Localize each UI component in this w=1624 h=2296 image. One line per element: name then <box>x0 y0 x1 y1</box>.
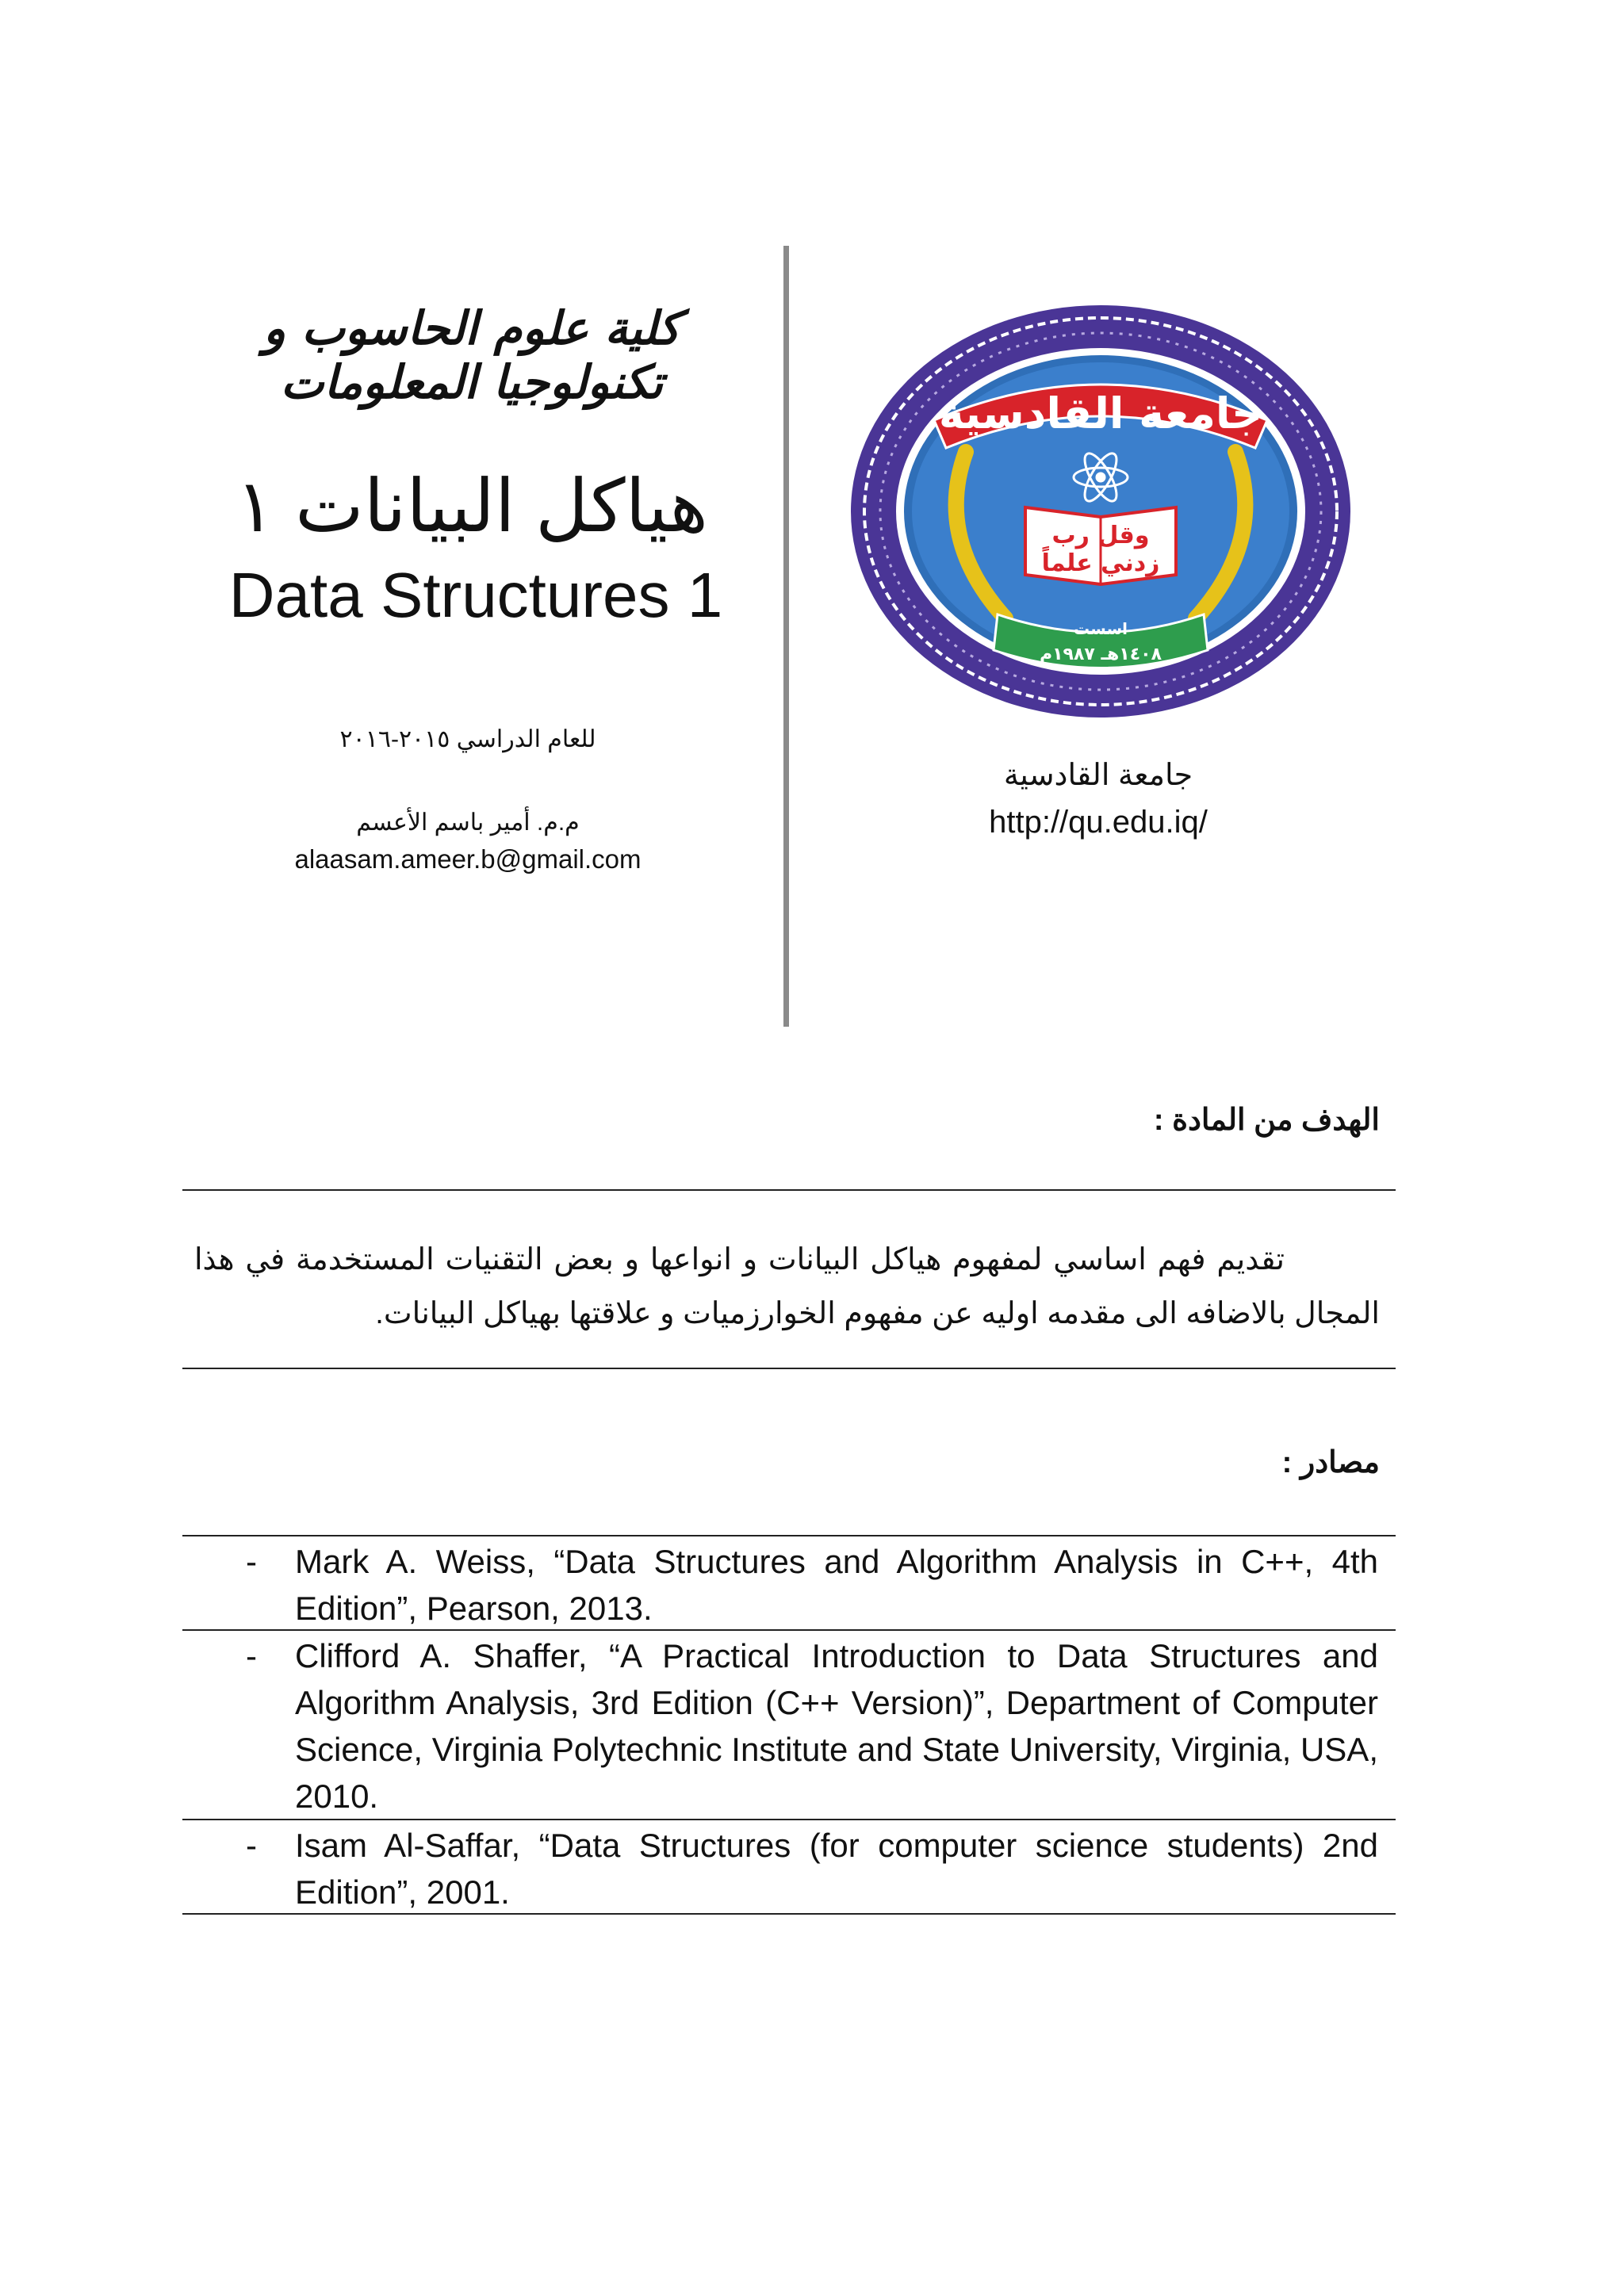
university-url[interactable]: http://qu.edu.iq/ <box>989 805 1208 840</box>
lecturer-name: م.م. أمير باسم الأعسم <box>356 809 580 836</box>
sources-rule <box>182 1913 1396 1915</box>
source-text: Clifford A. Shaffer, “A Practical Introduction to Data Structures and Algorithm Analysis, 3rd Edition (C++ Version)”, Department of Computer Science, Virginia Polytechnic Institute and State University, Virginia, USA, 2010. <box>295 1637 1378 1815</box>
objective-top-rule <box>182 1189 1396 1191</box>
vertical-divider <box>783 246 789 1027</box>
faculty-name: كلية علوم الحاسوب و تكنولوجيا المعلومات <box>263 301 680 409</box>
university-name: جامعة القادسية <box>1003 759 1193 792</box>
sources-rule <box>182 1535 1396 1536</box>
source-bullet: - <box>246 1543 257 1580</box>
source-item <box>182 1822 1396 1915</box>
lecturer-email: alaasam.ameer.b@gmail.com <box>294 844 642 874</box>
source-text: Mark A. Weiss, “Data Structures and Algorithm Analysis in C++, 4th Edition”, Pearson, 2013. <box>295 1543 1378 1627</box>
source-item <box>182 1632 1396 1820</box>
logo-motto-line1: وقل رب <box>1051 522 1150 549</box>
sources-rule <box>182 1819 1396 1820</box>
logo-motto-line2: زدني علماً <box>1041 549 1160 577</box>
course-title-arabic: هياكل البيانات ١ <box>236 466 708 547</box>
objective-bottom-rule <box>182 1368 1396 1369</box>
sources-rule <box>182 1629 1396 1631</box>
logo-established-label: اسست <box>1073 619 1128 638</box>
source-item <box>182 1538 1396 1632</box>
source-bullet: - <box>246 1827 257 1864</box>
sources-heading: مصادر : <box>1281 1446 1380 1479</box>
course-title-english: Data Structures 1 <box>228 560 723 630</box>
logo-university-name: جامعة القادسية <box>938 388 1263 438</box>
source-text: Isam Al-Saffar, “Data Structures (for computer science students) 2nd Edition”, 2001. <box>295 1827 1378 1911</box>
source-bullet: - <box>246 1637 257 1674</box>
logo-established-year: ١٤٠٨هـ ١٩٨٧م <box>1040 645 1162 664</box>
university-logo <box>847 301 1354 721</box>
academic-year: للعام الدراسي ٢٠١٥-٢٠١٦ <box>339 726 596 752</box>
objective-heading: الهدف من المادة : <box>1153 1104 1380 1137</box>
objective-text: تقديم فهم اساسي لمفهوم هياكل البيانات و انواعها و بعض التقنيات المستخدمة في هذا المجال بالاضافه الى مقدمه اوليه عن مفهوم الخوارزميات و علاقتها بهياكل البيانات. <box>194 1243 1380 1330</box>
